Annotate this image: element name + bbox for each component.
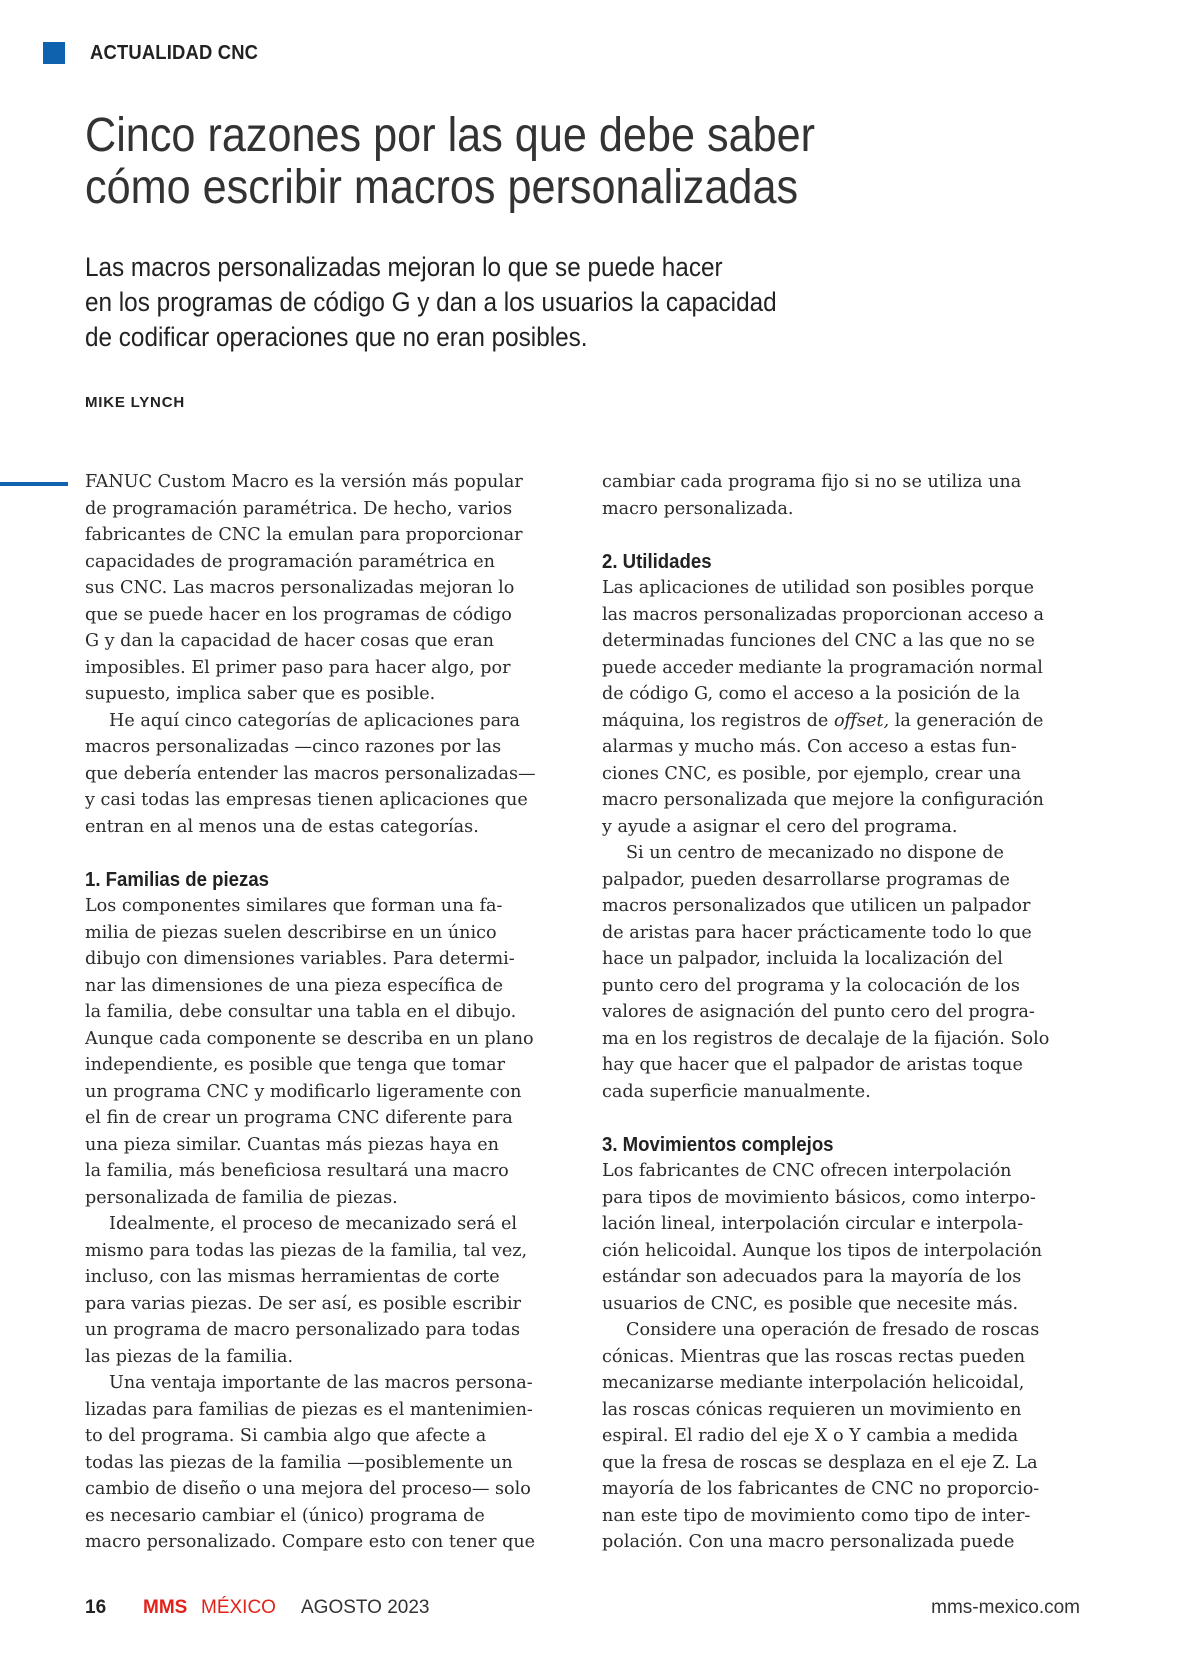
headline-line: cómo escribir macros personalizadas — [85, 161, 799, 214]
text-line: cambiar cada programa fijo si no se utiliza una — [602, 472, 1022, 492]
text-line: las piezas de la familia. — [85, 1346, 294, 1367]
text-line: de código G, como el acceso a la posición de la — [602, 684, 1021, 704]
text-line: Los componentes similares que forman una fa- — [85, 896, 503, 916]
text-line: Idealmente, el proceso de mecanizado será el — [109, 1214, 518, 1234]
section-label: ACTUALIDAD CNC — [90, 42, 259, 64]
text-line: las macros personalizadas proporcionan acceso a — [602, 604, 1044, 625]
text-line: Una ventaja importante de las macros persona- — [109, 1373, 533, 1393]
text-line: de aristas para hacer prácticamente todo lo que — [602, 922, 1032, 943]
text-line: to del programa. Si cambia algo que afecte a — [85, 1426, 487, 1446]
deck-line: en los programas de código G y dan a los usuarios la capacidad — [85, 287, 777, 317]
deck-line: Las macros personalizadas mejoran lo que se puede hacer — [85, 252, 723, 282]
text-line: Aunque cada componente se describa en un plano — [85, 1028, 534, 1049]
text-line: usuarios de CNC, es posible que necesite más. — [602, 1293, 1019, 1314]
text-fragment: máquina, los registros de — [602, 710, 829, 731]
text-line: una pieza similar. Cuantas más piezas haya en — [85, 1134, 499, 1155]
text-line: alarmas y mucho más. Con acceso a estas fun- — [602, 737, 1017, 757]
text-line: que la fresa de roscas se desplaza en el eje Z. La — [602, 1452, 1038, 1473]
text-line: dibujo con dimensiones variables. Para determi- — [85, 949, 515, 969]
text-line: valores de asignación del punto cero del progra- — [602, 1002, 1035, 1022]
text-line: palpador, pueden desarrollarse programas de — [602, 869, 1010, 890]
text-line: entran en al menos una de estas categorías. — [85, 816, 479, 837]
text-line: personalizada de familia de piezas. — [85, 1187, 398, 1208]
text-line: imposibles. El primer paso para hacer algo, por — [85, 657, 511, 678]
article-headline — [85, 110, 985, 214]
page-number: 16 — [85, 1597, 107, 1618]
text-line: un programa CNC y modificarlo ligeramente con — [85, 1081, 522, 1102]
text-line: He aquí cinco categorías de aplicaciones para — [109, 710, 521, 731]
text-line: macros personalizados que utilicen un palpador — [602, 896, 1031, 916]
text-line: punto cero del programa y la colocación de los — [602, 975, 1020, 996]
text-line: fabricantes de CNC la emulan para proporcionar — [85, 525, 523, 545]
text-line: nan este tipo de movimiento como tipo de inter- — [602, 1505, 1031, 1526]
publication-name-mms: MMS — [143, 1597, 188, 1618]
text-line: espiral. El radio del eje X o Y cambia a medida — [602, 1426, 1019, 1446]
text-line: polación. Con una macro personalizada puede — [602, 1532, 1015, 1552]
paragraph-gap — [602, 1105, 1087, 1132]
text-line: independiente, es posible que tenga que tomar — [85, 1055, 505, 1075]
text-line: ciones CNC, es posible, por ejemplo, crear una — [602, 763, 1022, 784]
website-url: mms-mexico.com — [931, 1597, 1080, 1618]
text-line: macro personalizada. — [602, 498, 794, 519]
text-line: ción helicoidal. Aunque los tipos de interpolación — [602, 1240, 1043, 1261]
section-marker — [43, 42, 65, 64]
text-column-left — [85, 469, 570, 1556]
text-line: para tipos de movimiento básicos, como interpo- — [602, 1187, 1036, 1208]
text-line: que se puede hacer en los programas de código — [85, 604, 512, 625]
text-line: sus CNC. Las macros personalizadas mejoran lo — [85, 578, 515, 598]
text-line: lación lineal, interpolación circular e interpola- — [602, 1214, 1024, 1234]
text-line: Los fabricantes de CNC ofrecen interpolación — [602, 1161, 1012, 1181]
text-line: macro personalizada que mejore la configuración — [602, 790, 1044, 810]
subheading-familias: 1. Familias de piezas — [85, 868, 270, 891]
text-line: para varias piezas. De ser así, es posible escribir — [85, 1293, 522, 1314]
deck-line: de codificar operaciones que no eran posibles. — [85, 322, 588, 352]
text-line: cambio de diseño o una mejora del proceso— solo — [85, 1479, 531, 1499]
text-line: hay que hacer que el palpador de aristas toque — [602, 1055, 1023, 1075]
text-line: la familia, debe consultar una tabla en el dibujo. — [85, 1002, 517, 1022]
column-start-rule — [0, 482, 68, 486]
text-line: cada superficie manualmente. — [602, 1081, 871, 1102]
text-line: capacidades de programación paramétrica en — [85, 551, 496, 572]
text-line: un programa de macro personalizado para todas — [85, 1320, 521, 1340]
issue-date: AGOSTO 2023 — [301, 1597, 430, 1618]
text-line — [602, 708, 1087, 735]
subheading-utilidades: 2. Utilidades — [602, 550, 712, 573]
text-line: G y dan la capacidad de hacer cosas que eran — [85, 631, 494, 651]
text-line: ma en los registros de decalaje de la fijación. Solo — [602, 1028, 1050, 1049]
text-line: cónicas. Mientras que las roscas rectas pueden — [602, 1346, 1026, 1367]
text-line: puede acceder mediante la programación normal — [602, 657, 1043, 678]
text-line: Las aplicaciones de utilidad son posibles porque — [602, 578, 1034, 598]
text-line: es necesario cambiar el (único) programa de — [85, 1505, 485, 1526]
text-line: Si un centro de mecanizado no dispone de — [626, 843, 1004, 863]
text-line: FANUC Custom Macro es la versión más popular — [85, 472, 523, 492]
text-line: la familia, más beneficiosa resultará una macro — [85, 1161, 509, 1181]
page-footer — [0, 1593, 1200, 1623]
text-line: milia de piezas suelen describirse en un único — [85, 922, 497, 943]
article-deck — [85, 250, 895, 355]
text-line: lizadas para familias de piezas es el mantenimien- — [85, 1399, 533, 1420]
text-line: y casi todas las empresas tienen aplicaciones que — [85, 790, 528, 810]
text-line: incluso, con las mismas herramientas de corte — [85, 1267, 500, 1287]
text-line: nar las dimensiones de una pieza específica de — [85, 975, 504, 996]
italic-term: offset, — [833, 710, 890, 731]
text-line: mayoría de los fabricantes de CNC no proporcio- — [602, 1479, 1040, 1499]
text-fragment: la generación de — [894, 710, 1044, 731]
text-line: supuesto, implica saber que es posible. — [85, 684, 436, 704]
subheading-movimientos: 3. Movimientos complejos — [602, 1133, 834, 1156]
publication-name-mexico: MÉXICO — [201, 1597, 276, 1618]
text-line: determinadas funciones del CNC a las que no se — [602, 631, 1035, 651]
text-line: macro personalizado. Compare esto con tener que — [85, 1532, 536, 1552]
text-line: macros personalizadas —cinco razones por las — [85, 737, 502, 757]
text-line: mecanizarse mediante interpolación helicoidal, — [602, 1373, 1025, 1393]
text-line: estándar son adecuados para la mayoría de los — [602, 1267, 1022, 1287]
text-line: y ayude a asignar el cero del programa. — [602, 816, 958, 837]
paragraph-gap — [602, 522, 1087, 549]
text-line: mismo para todas las piezas de la familia, tal vez, — [85, 1240, 528, 1261]
text-line: Considere una operación de fresado de roscas — [626, 1320, 1040, 1340]
author-byline: MIKE LYNCH — [85, 394, 185, 411]
paragraph-gap — [85, 840, 570, 867]
text-line: hace un palpador, incluida la localización del — [602, 949, 1003, 969]
text-line: todas las piezas de la familia —posiblemente un — [85, 1452, 513, 1473]
text-line: las roscas cónicas requieren un movimiento en — [602, 1399, 1022, 1420]
text-line: de programación paramétrica. De hecho, varios — [85, 498, 513, 519]
headline-line: Cinco razones por las que debe saber — [85, 109, 816, 162]
text-line: el fin de crear un programa CNC diferente para — [85, 1108, 513, 1128]
text-column-right — [602, 469, 1087, 1556]
text-line: que debería entender las macros personalizadas— — [85, 763, 536, 784]
